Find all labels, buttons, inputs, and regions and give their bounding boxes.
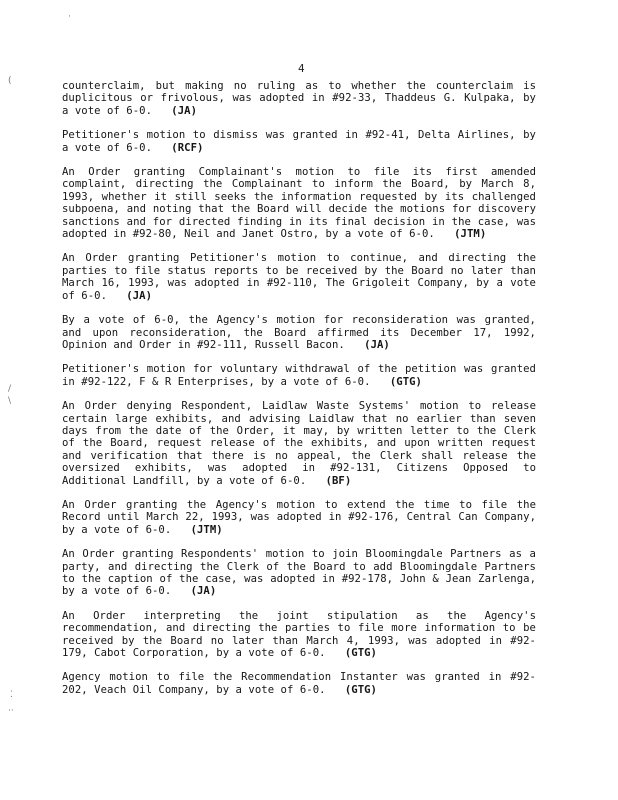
paragraph-text: An Order denying Respondent, Laidlaw Waste Systems' motion to release certain large exhibits, and advising Laidlaw that no earlier than seven days from the date of the Order, it may, by written letter to the Clerk of the Board, request release of the exhibits, and upon written request and verification that there is no appeal, the Clerk shall release the oversized exhibits, was adopted in #92-131, Citizens Opposed to Additional Landfill, by a vote of 6-0. xyxy=(62,400,536,487)
paragraph xyxy=(62,363,536,388)
paragraph-initials: (JTM) xyxy=(190,523,223,536)
scan-speck-mark: · xyxy=(68,12,71,22)
paragraph-text: Agency motion to file the Recommendation Instanter was granted in #92-202, Veach Oil Company, by a vote of 6-0. xyxy=(62,671,536,696)
document-body xyxy=(62,80,536,708)
paragraph-text: An Order granting Respondents' motion to join Bloomingdale Partners as a party, and directing the Clerk of the Board to add Bloomingdale Partners to the caption of the case, was adopted in #92-178, John & Jean Zarlenga, by a vote of 6-0. xyxy=(62,548,536,598)
paragraph-initials: (JA) xyxy=(171,104,198,117)
paragraph-text: Petitioner's motion to dismiss was granted in #92-41, Delta Airlines, by a vote of 6-0. xyxy=(62,129,536,154)
paragraph-initials: (JA) xyxy=(190,585,217,598)
paragraph-text: An Order granting the Agency's motion to extend the time to file the Record until March 22, 1993, was adopted in #92-176, Central Can Company, by a vote of 6-0. xyxy=(62,498,536,536)
paragraph-initials: (JTM) xyxy=(454,228,487,241)
paragraph-text: An Order granting Petitioner's motion to continue, and directing the parties to file status reports to be received by the Board no later than March 16, 1993, was adopted in #92-110, The Grigoleit Company, by a vote of 6-0. xyxy=(62,252,536,302)
paragraph-initials: (JA) xyxy=(126,289,153,302)
paragraph-text: By a vote of 6-0, the Agency's motion for reconsideration was granted, and upon reconsideration, the Board affirmed its December 17, 1992, Opinion and Order in #92-111, Russell Bacon. xyxy=(62,314,536,351)
paragraph xyxy=(62,252,536,302)
paragraph-initials: (BF) xyxy=(325,474,352,487)
paragraph-initials: (RCF) xyxy=(171,141,204,154)
scan-speck-mark: \ xyxy=(8,396,12,406)
paragraph-text: counterclaim, but making no ruling as to whether the counterclaim is duplicitous or frivolous, was adopted in #92-33, Thaddeus G. Kulpaka, by a vote of 6-0. xyxy=(62,80,536,117)
paragraph xyxy=(62,129,536,154)
paragraph xyxy=(62,671,536,696)
paragraph-initials: (GTG) xyxy=(389,375,422,388)
page-number: 4 xyxy=(298,62,305,75)
paragraph xyxy=(62,499,536,536)
paragraph-initials: (JA) xyxy=(364,338,390,351)
scan-speck-mark: / xyxy=(8,384,12,394)
paragraph-text: An Order interpreting the joint stipulation as the Agency's recommendation, and directing the parties to file more information to be received by the Board no later than March 4, 1993, was adopted in #92-179, Cabot Corporation, by a vote of 6-0. xyxy=(62,609,536,660)
paragraph-initials: (GTG) xyxy=(344,683,377,696)
paragraph xyxy=(62,400,536,487)
paragraph-text: An Order granting Complainant's motion to file its first amended complaint, directing the Complainant to inform the Board, by March 8, 1993, whether it still seeks the information requested by its challenged subpoena, and noting that the Board will decide the motions for discovery sanctions and for directed finding in its final decision in the case, was adopted in #92-80, Neil and Janet Ostro, by a vote of 6-0. xyxy=(62,166,536,241)
paragraph xyxy=(62,80,536,117)
scan-speck-mark: ·· xyxy=(8,706,14,716)
paragraph xyxy=(62,314,536,351)
paragraph-initials: (GTG) xyxy=(344,647,377,660)
paragraph xyxy=(62,610,536,660)
paragraph xyxy=(62,548,536,598)
scan-speck-mark: ( xyxy=(8,76,12,86)
paragraph-text: Petitioner's motion for voluntary withdrawal of the petition was granted in #92-122, F & R Enterprises, by a vote of 6-0. xyxy=(62,363,536,388)
paragraph xyxy=(62,166,536,240)
scan-speck-mark: ⁚ xyxy=(10,690,13,700)
